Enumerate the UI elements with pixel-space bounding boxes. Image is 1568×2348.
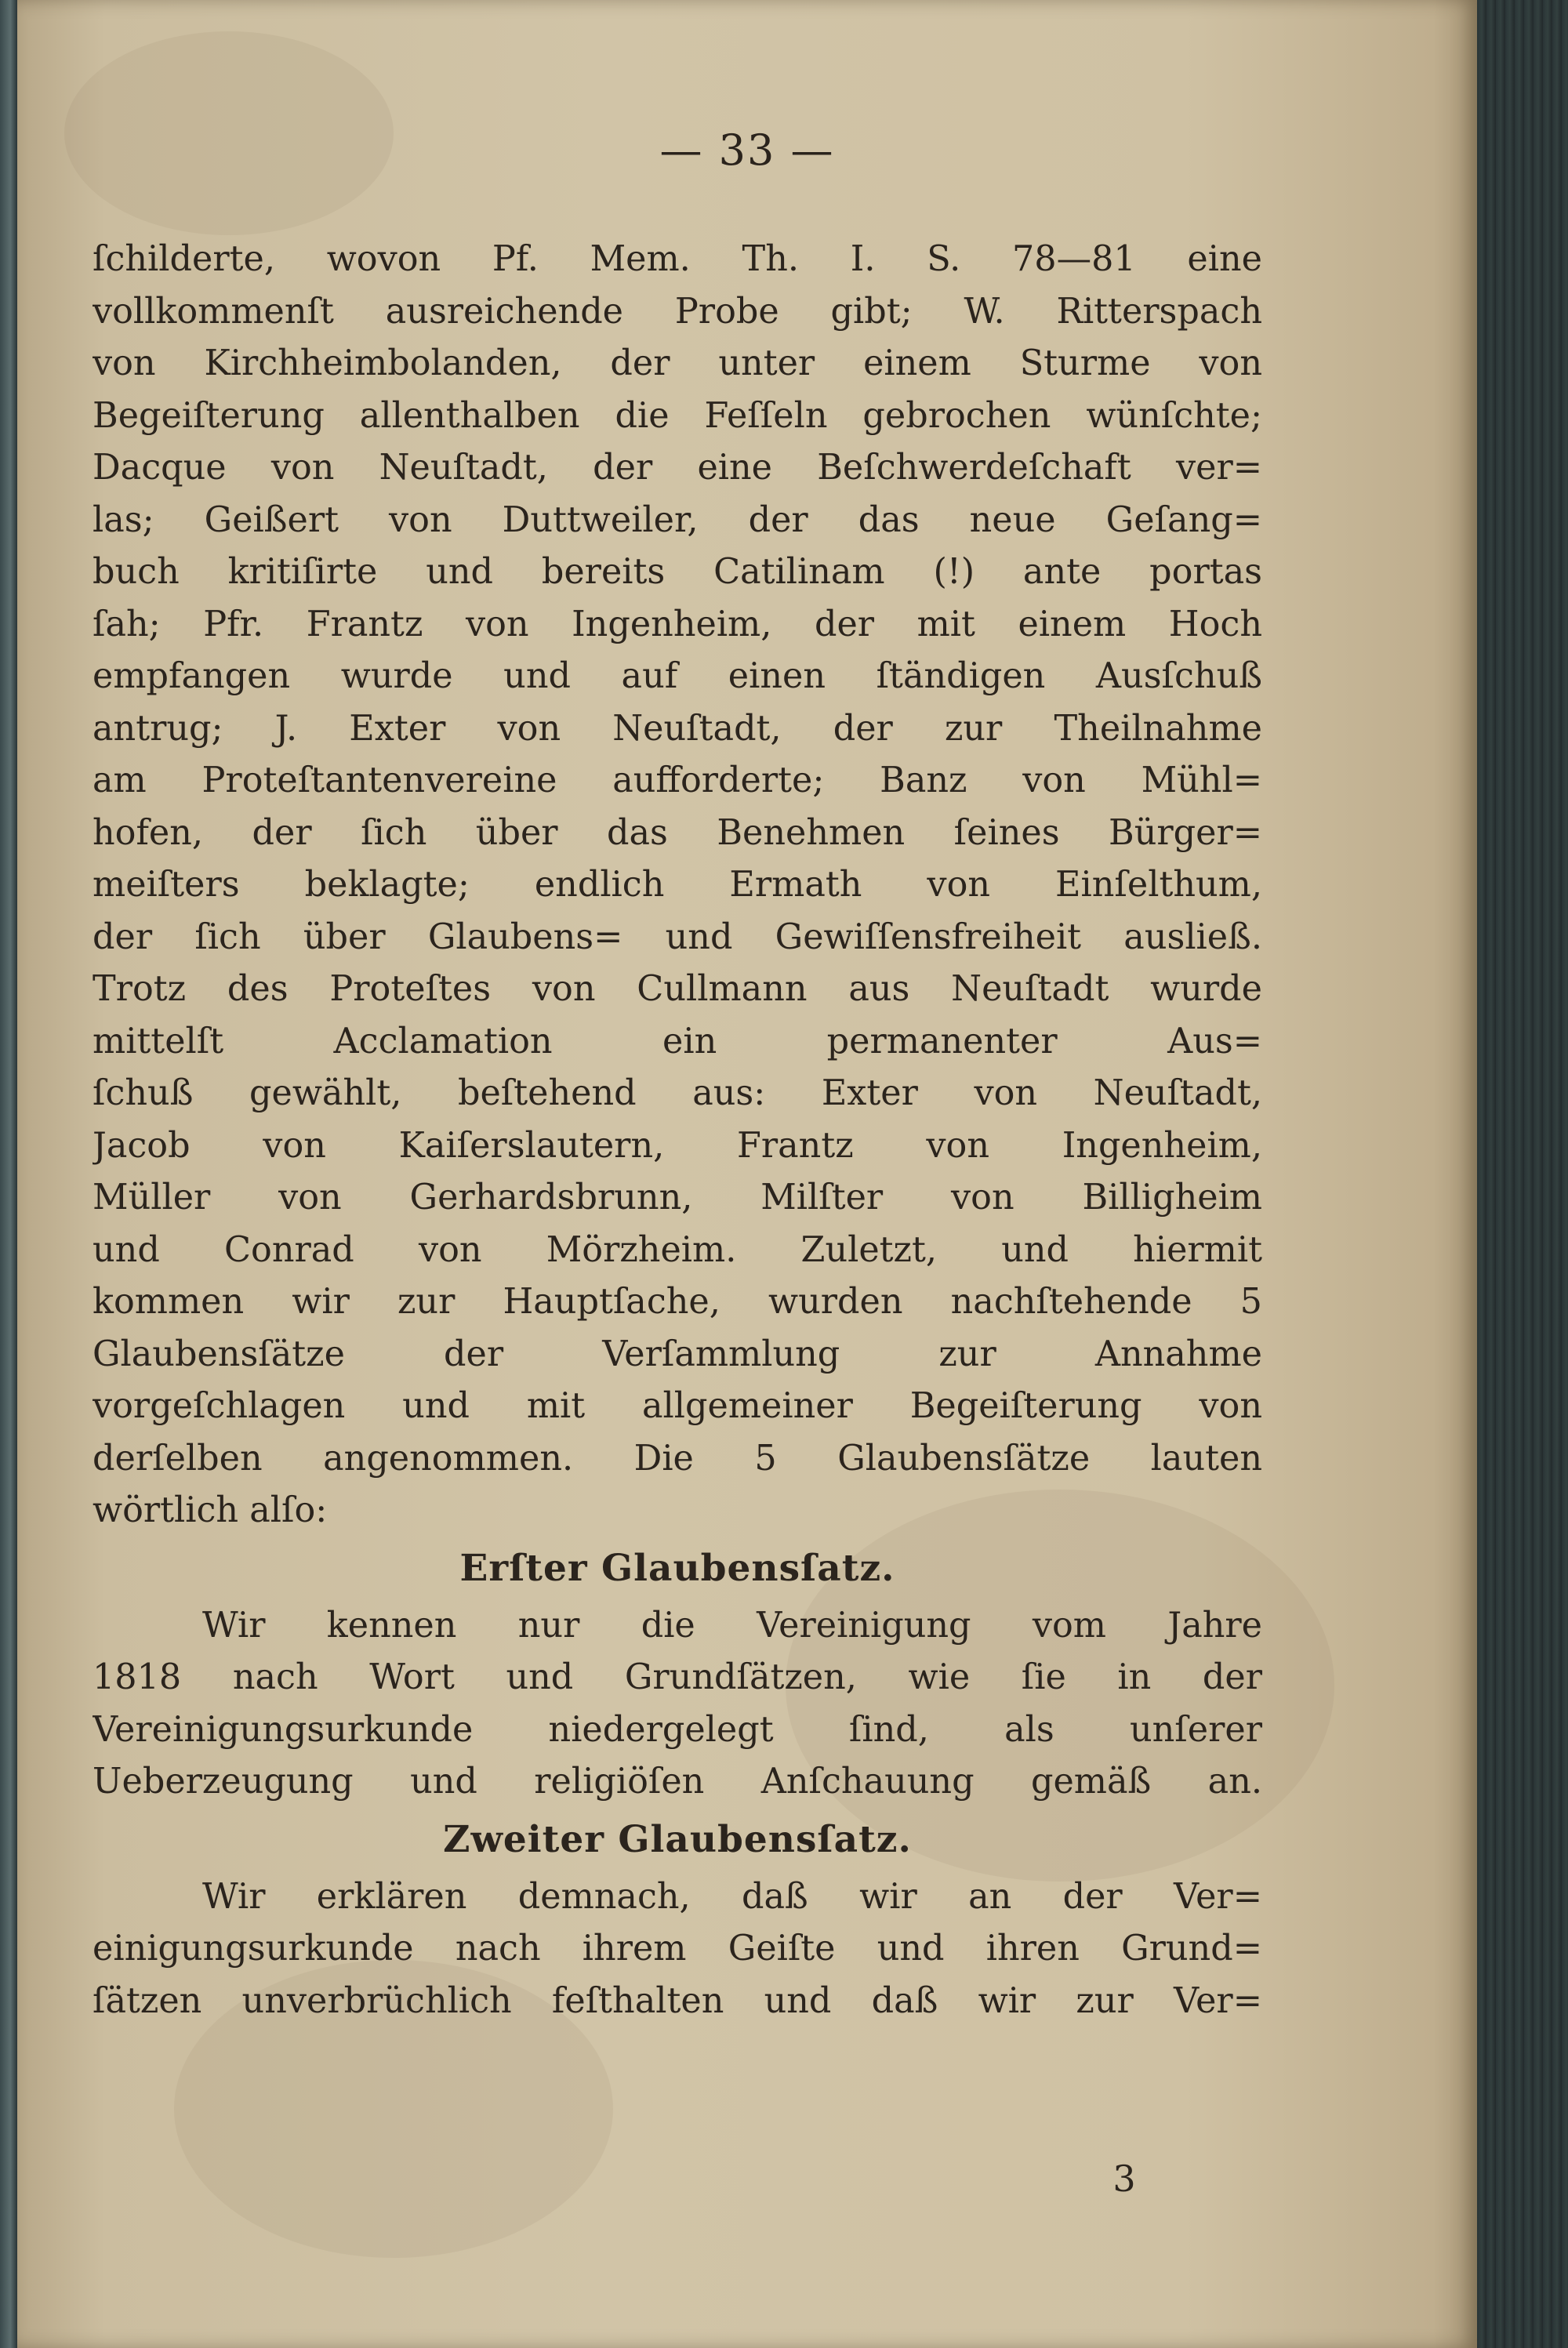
text-line: ſchuß gewählt, beſtehend aus: Exter von Neuſtadt, [93,1073,1262,1113]
text-line: ſah; Pfr. Frantz von Ingenheim, der mit einem Hoch [93,604,1262,644]
right-page-edges [1477,0,1568,2348]
text-line: Glaubensſätze der Verſammlung zur Annahme [93,1334,1262,1374]
text-line: ſätzen unverbrüchlich feſthalten und daß wir zur Ver= [93,1980,1262,2021]
text-line: Begeiſterung allenthalben die Feſſeln gebrochen wünſchte; [93,395,1262,436]
text-line: vorgeſchlagen und mit allgemeiner Begeiſterung von [93,1386,1262,1426]
text-line: meiſters beklagte; endlich Ermath von Einſelthum, [93,865,1262,905]
text-line: Vereinigungsurkunde niedergelegt ſind, als unſerer [93,1709,1262,1750]
text-line: ſchilderte, wovon Pf. Mem. Th. I. S. 78—81 eine [93,239,1262,279]
section-heading-1: Erſter Glaubensſatz. [459,1546,895,1590]
text-line: buch kritiſirte und bereits Catilinam (!) ante portas [93,552,1262,592]
text-line: Müller von Gerhardsbrunn, Milſter von Billigheim [93,1178,1262,1218]
text-line: derſelben angenommen. Die 5 Glaubensſätze lauten [93,1438,1262,1479]
text-line: antrug; J. Exter von Neuſtadt, der zur Theilnahme [93,708,1262,749]
text-line: vollkommenſt ausreichende Probe gibt; W. Ritterspach [93,291,1262,332]
text-line: Wir kennen nur die Vereinigung vom Jahre [202,1605,1262,1646]
left-page-edge [0,0,17,2348]
text-line: Dacque von Neuſtadt, der eine Beſchwerdeſchaft ver= [93,448,1262,488]
text-line: am Proteſtantenvereine aufforderte; Banz von Mühl= [93,760,1262,800]
page-number: — 33 — [659,125,835,175]
signature-mark: 3 [1112,2157,1136,2200]
text-line: kommen wir zur Hauptſache, wurden nachſtehende 5 [93,1282,1262,1322]
text-line: empfangen wurde und auf einen ſtändigen Ausſchuß [93,656,1262,696]
text-line: einigungsurkunde nach ihrem Geiſte und ihren Grund= [93,1929,1262,1969]
text-line: hofen, der ſich über das Benehmen ſeines Bürger= [93,812,1262,853]
text-line: 1818 nach Wort und Grundſätzen, wie ſie in der [93,1657,1262,1697]
text-line: mittelſt Acclamation ein permanenter Aus= [93,1021,1262,1061]
text-line: Jacob von Kaiſerslautern, Frantz von Ingenheim, [93,1125,1262,1166]
text-line: von Kirchheimbolanden, der unter einem Sturme von [93,343,1262,383]
text-line: Trotz des Proteſtes von Cullmann aus Neuſtadt wurde [93,969,1262,1009]
section-heading-2: Zweiter Glaubensſatz. [443,1817,912,1861]
text-line: las; Geißert von Duttweiler, der das neue Geſang= [93,499,1262,540]
text-line: Ueberzeugung und religiöſen Anſchauung gemäß an. [93,1762,1262,1802]
text-line: und Conrad von Mörzheim. Zuletzt, und hiermit [93,1229,1262,1270]
text-line: Wir erklären demnach, daß wir an der Ver= [202,1876,1262,1917]
body-text [93,234,1262,2027]
text-line: wörtlich alſo: [93,1490,328,1530]
text-line: der ſich über Glaubens= und Gewiſſensfreiheit ausließ. [93,916,1262,957]
